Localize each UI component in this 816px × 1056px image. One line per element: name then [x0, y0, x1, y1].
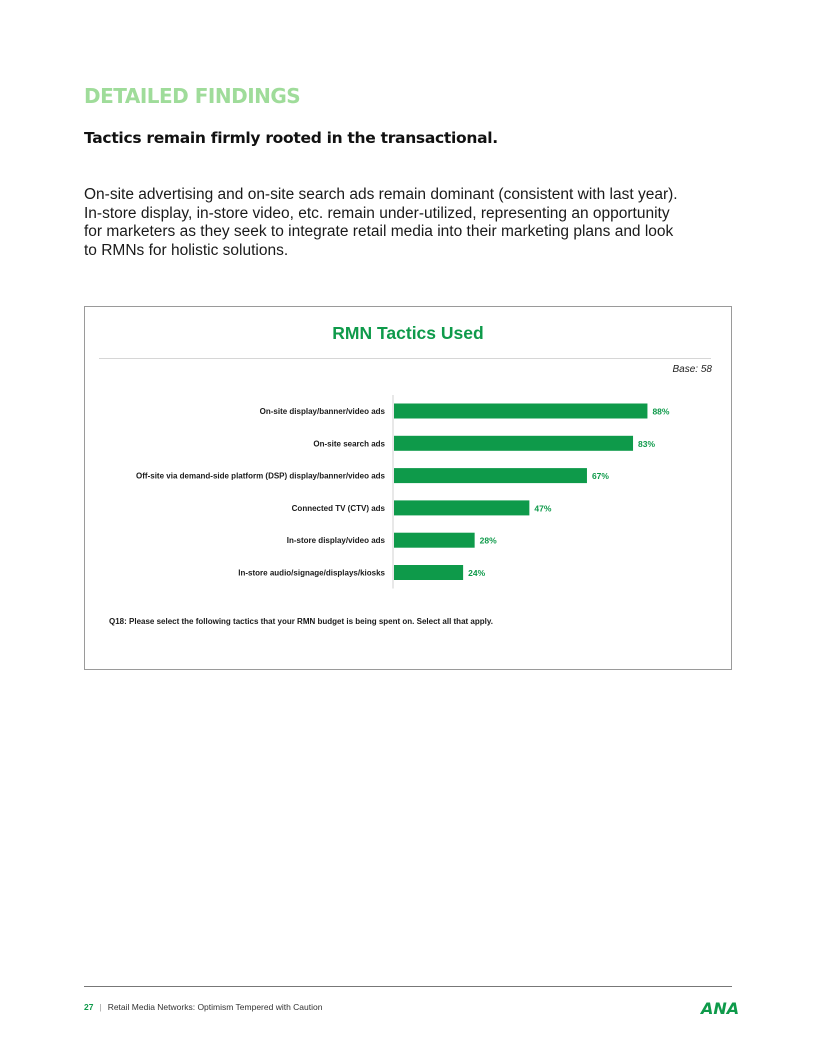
- bar: [394, 404, 647, 419]
- bar: [394, 468, 587, 483]
- intro-line: In-store display, in-store video, etc. remain under-utilized, representing an opportunity: [84, 204, 670, 222]
- category-label: On-site search ads: [313, 439, 385, 449]
- section-label: DETAILED FINDINGS: [84, 84, 301, 108]
- category-label: Connected TV (CTV) ads: [291, 503, 385, 513]
- category-label: Off-site via demand-side platform (DSP) display/banner/video ads: [136, 471, 385, 481]
- footer-divider: [84, 986, 732, 987]
- survey-question-note: Q18: Please select the following tactics that your RMN budget is being spent on. Select all that apply.: [109, 617, 493, 626]
- ana-logo-text: ANA: [701, 999, 740, 1018]
- data-label: 47%: [534, 503, 552, 514]
- data-label: 28%: [479, 535, 497, 546]
- page-number: 27: [84, 1002, 94, 1012]
- bar: [394, 500, 529, 515]
- data-label: 83%: [638, 438, 656, 449]
- category-label: In-store display/video ads: [286, 536, 385, 546]
- footer: [84, 1002, 322, 1012]
- publication-title: Retail Media Networks: Optimism Tempered with Caution: [107, 1002, 323, 1012]
- data-label: 88%: [652, 406, 670, 417]
- intro-line: On-site advertising and on-site search ads remain dominant (consistent with last year).: [84, 186, 678, 203]
- data-label: 24%: [468, 568, 486, 578]
- data-label: 67%: [591, 471, 609, 482]
- bar: [394, 436, 633, 451]
- intro-line: to RMNs for holistic solutions.: [84, 241, 289, 259]
- category-label: On-site display/banner/video ads: [259, 407, 385, 416]
- category-label: In-store audio/signage/displays/kiosks: [238, 568, 385, 578]
- chart-title: RMN Tactics Used: [332, 323, 484, 343]
- page-headline: Tactics remain firmly rooted in the transactional.: [84, 129, 498, 147]
- intro-line: for marketers as they seek to integrate retail media into their marketing plans and look: [84, 223, 674, 240]
- footer-separator: |: [99, 1002, 102, 1012]
- bar-chart: [85, 307, 731, 607]
- ana-logo: [700, 996, 740, 1018]
- chart-panel: [84, 306, 732, 670]
- intro-paragraph: [84, 186, 684, 260]
- bar: [394, 565, 463, 580]
- bar: [394, 533, 475, 548]
- base-note: Base: 58: [672, 364, 712, 375]
